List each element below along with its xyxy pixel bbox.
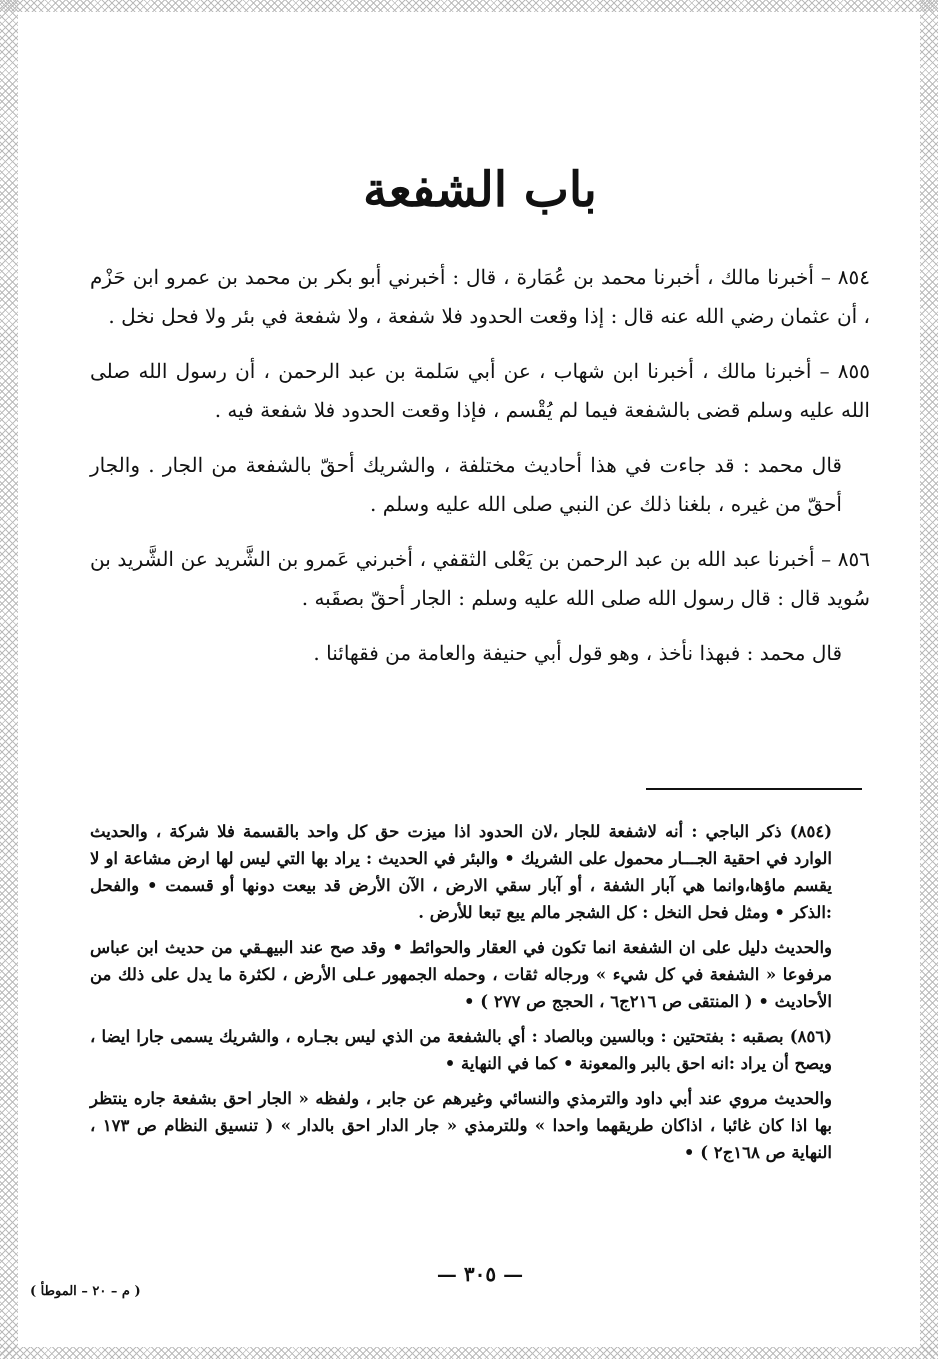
decorative-border-right — [920, 0, 938, 1359]
footnotes — [90, 818, 860, 1166]
hadith-856: ٨٥٦ – أخبرنا عبد الله بن عبد الرحمن بن يَعْلى الثقفي ، أخبرني عَمرو بن الشَّريد عن الشَّريد بن سُويد قال : قال رسول الله صلى الله عليه وسلم : الجار أحقّ بصقَبه . — [90, 547, 870, 610]
footnote-854: (٨٥٤) ذكر الباجي : أنه لاشفعة للجار ،لان الحدود اذا ميزت حق كل واحد بالقسمة فلا شركة ، والحديث الوارد في احقية الجـــار محمول على الشريك • والبئر في الحديث : يراد بها التي ليس لها ارض مشاعة او لا يقسم ماؤها،وانما هي آبار الشفة ، أو آبار سقي الارض ، الآن الأرض قد بيعت دونها أو قسمت • والفحل :الذكر • ومثل فحل النخل : كل الشجر مالم يبع تبعا للأرض . — [90, 822, 832, 922]
decorative-border-left — [0, 0, 18, 1359]
hadith-855: ٨٥٥ – أخبرنا مالك ، أخبرنا ابن شهاب ، عن أبي سَلمة بن عبد الرحمن ، أن رسول الله صلى الله عليه وسلم قضى بالشفعة فيما لم يُقْسم ، فإذا وقعت الحدود فلا شفعة فيه . — [90, 359, 870, 422]
signature-imprint: ( م – ٢٠ – الموطأ ) — [30, 1284, 141, 1299]
footnote-856: (٨٥٦) بصقبه : بفتحتين : وبالسين وبالصاد : أي بالشفعة من الذي ليس بجـاره ، والشريك يسمى جارا ايضا ، ويصح أن يراد :انه احق بالبر والمعونة • كما في النهاية • — [90, 1027, 832, 1073]
book-page — [90, 0, 870, 1359]
hadith-854: ٨٥٤ – أخبرنا مالك ، أخبرنا محمد بن عُمَارة ، قال : أخبرني أبو بكر بن محمد بن عمرو ابن حَزْم ، أن عثمان رضي الله عنه قال : إذا وقعت الحدود فلا شفعة ، ولا شفعة في بئر ولا فحل نخل . — [90, 265, 870, 328]
footnote-854-cont: والحديث دليل على ان الشفعة انما تكون في العقار والحوائط • وقد صح عند البيهـقي من حديث ابن عباس مرفوعا « الشفعة في كل شيء » ورجاله ثقات ، وحمله الجمهور عـلى الأرض ، لكثرة ما يدل على ذلك من الأحاديث • ( المنتقى ص ٢١٦ج٦ ، الحجج ص ٢٧٧ ) • — [90, 938, 832, 1011]
footnote-856-cont: والحديث مروي عند أبي داود والترمذي والنسائي وغيرهم عن جابر ، ولفظه « الجار احق بشفعة جاره ينتظر بها اذا كان غائبا ، اذاكان طريقهما واحدا » وللترمذي « جار الدار احق بالدار » ( تنسيق النظام ص ١٧٣ ، النهاية ص ١٦٨ج٢ ) • — [90, 1089, 832, 1162]
footnote-divider — [646, 788, 862, 790]
commentary-muhammad-2: قال محمد : فبهذا نأخذ ، وهو قول أبي حنيفة والعامة من فقهائنا . — [313, 641, 842, 665]
hadith-body — [90, 258, 870, 673]
commentary-muhammad-1: قال محمد : قد جاءت في هذا أحاديث مختلفة ، والشريك أحقّ بالشفعة من الجار . والجار أحقّ من غيره ، بلغنا ذلك عن النبي صلى الله عليه وسلم . — [90, 453, 842, 516]
page-number: — ٣٠٥ — — [436, 1262, 524, 1286]
chapter-title: باب الشفعة — [363, 162, 597, 218]
